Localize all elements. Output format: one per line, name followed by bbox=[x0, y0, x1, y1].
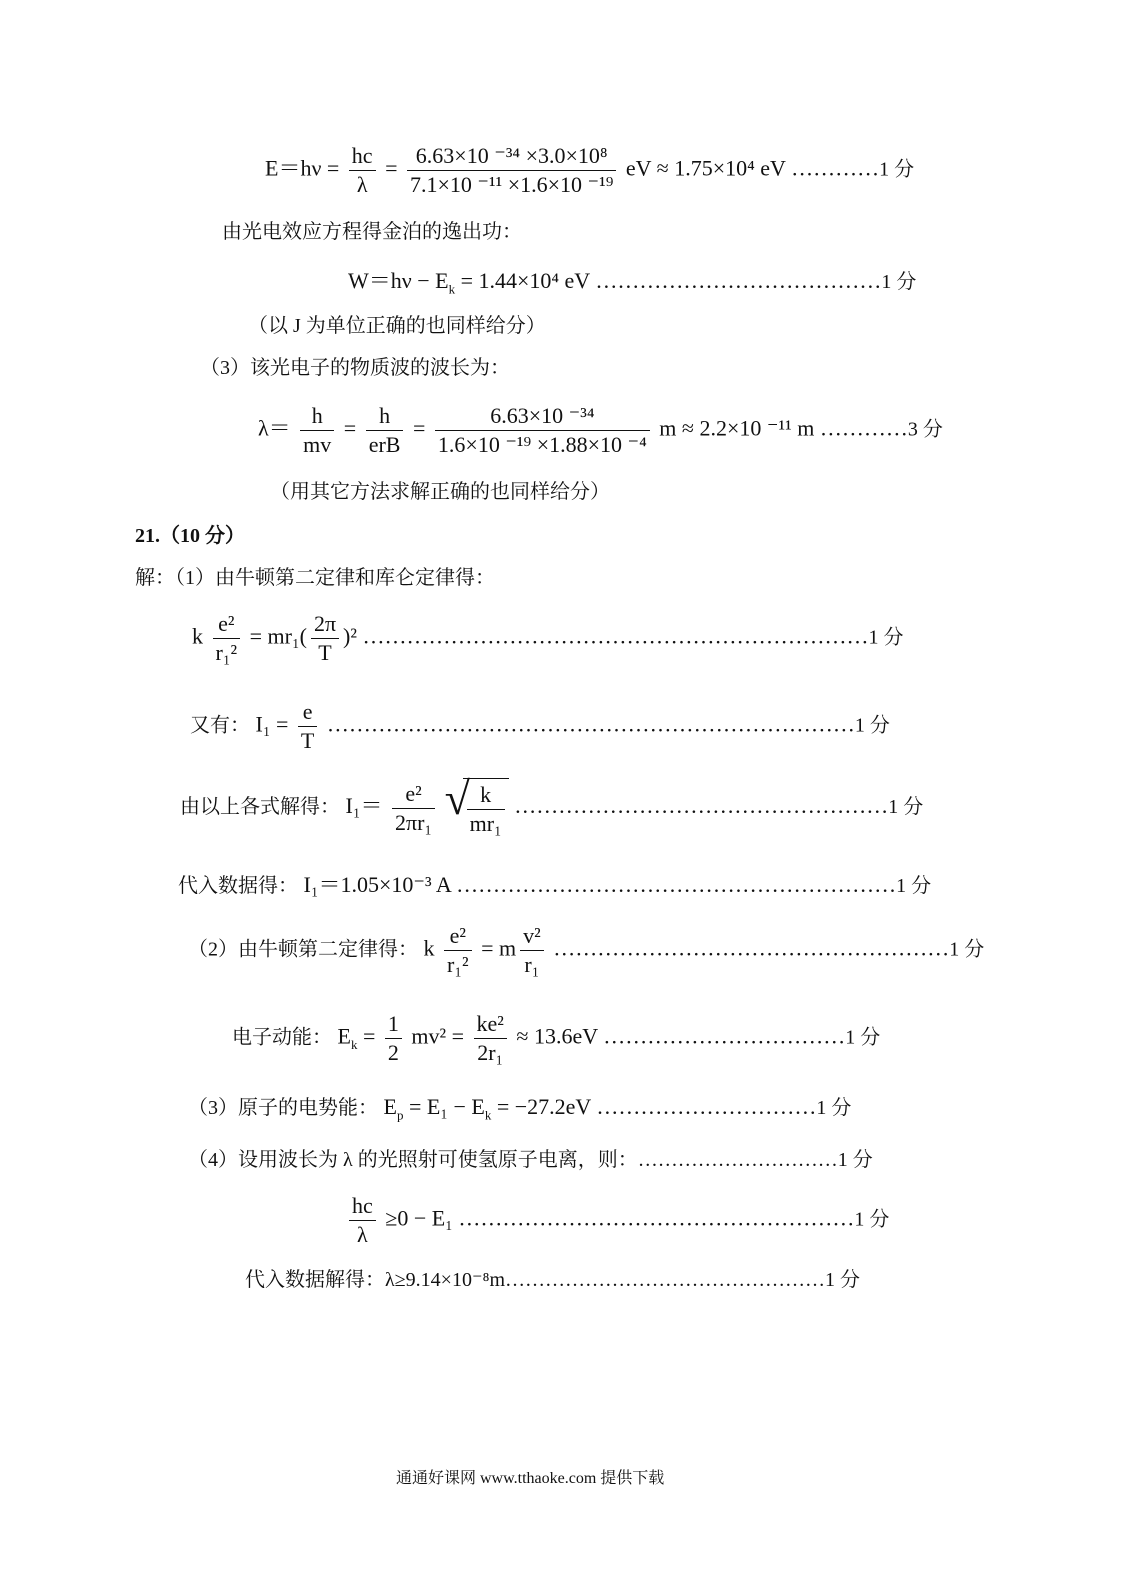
equation-newton: （2）由牛顿第二定律得： k $\frac{\text{e²}}{\text{r₁²}}$ = m $\frac{\text{v²}}{\text{r₁}}$ ………………………………………………1 分 bbox=[188, 923, 985, 977]
q21-intro: 解：（1）由牛顿第二定律和库仑定律得： bbox=[135, 567, 495, 589]
text-ionization: （4）设用波长为 λ 的光照射可使氢原子电离，则：…………………………1 分 bbox=[188, 1149, 873, 1171]
eq5-score: 1 分 bbox=[854, 714, 890, 737]
equation-current-solved: 由以上各式解得： I₁＝ $\frac{\text{e²}}{\text{2πr₁}}$ √ $\frac{k}{\text{mr₁}}$ ……………………………………………1 分 bbox=[180, 773, 924, 836]
eq1-rhs: eV ≈ 1.75×10⁴ eV bbox=[625, 155, 786, 181]
eq1-frac2: $\frac{\text{6.63×10 ⁻³⁴ ×3.0×10⁸}}{\text{7.1×10 ⁻¹¹ ×1.6×10 ⁻¹⁹}}$ bbox=[407, 142, 616, 199]
equation-current-def: 又有： I₁ = $\frac{e}{T}$ ………………………………………………………………1 分 bbox=[190, 699, 890, 753]
note-joule: （以 J 为单位正确的也同样给分） bbox=[248, 315, 546, 337]
text-work-function: 由光电效应方程得金泊的逸出功： bbox=[222, 221, 522, 243]
eq11-score: 1 分 bbox=[837, 1149, 873, 1171]
eq12-score: 1 分 bbox=[854, 1208, 890, 1231]
eq2-score: 1 分 bbox=[881, 271, 917, 293]
eq6-score: 1 分 bbox=[888, 796, 924, 819]
equation-wavelength: λ＝ $\frac{h}{mv}$ = $\frac{h}{\text{erB}}$ = $\frac{\text{6.63×10 ⁻³⁴}}{\text{1.6×10 ⁻¹⁹ ×1.88×10 ⁻⁴}}$ m ≈ 2.2×10 ⁻¹¹ m …………3 分 bbox=[258, 403, 943, 457]
text-matter-wave: （3）该光电子的物质波的波长为： bbox=[200, 357, 510, 379]
equation-coulomb: k $\frac{\text{e²}}{\text{r₁²}}$ = mr₁( $\frac{2\pi}{T}$ )² ……………………………………………………………1 分 bbox=[192, 611, 904, 665]
equation-current-value: 代入数据得： I₁＝1.05×10⁻³ A ……………………………………………………1 分 bbox=[178, 872, 932, 897]
eq9-score: 1 分 bbox=[845, 1026, 881, 1049]
eq7-score: 1 分 bbox=[896, 875, 932, 897]
eq1-lhs: E＝hν = bbox=[265, 155, 340, 181]
eq3-score: 3 分 bbox=[907, 418, 943, 441]
equation-wavelength-result: 代入数据解得：λ≥9.14×10⁻⁸m…………………………………………1 分 bbox=[245, 1269, 861, 1291]
sqrt-symbol: √ $\frac{k}{\text{mr₁}}$ bbox=[445, 778, 509, 838]
eq4-score: 1 分 bbox=[868, 626, 904, 649]
equation-work-function: $W=h\nu - E_k = 1.44\times 10^4$ eV …………………………………1 分 bbox=[348, 268, 917, 297]
eq8-score: 1 分 bbox=[949, 938, 985, 961]
equation-energy: E＝hν = $\frac{hc}{\lambda}$ = $\frac{\text{6.63×10 ⁻³⁴ ×3.0×10⁸}}{\text{7.1×10 ⁻¹¹ ×1.6×10 ⁻¹⁹}}$ eV ≈ 1.75×10⁴ eV …………1 分 bbox=[265, 143, 915, 197]
q21-heading: 21.（10 分） bbox=[135, 525, 245, 547]
eq1-frac1: $\frac{hc}{\lambda}$ bbox=[349, 142, 376, 199]
eq10-score: 1 分 bbox=[816, 1097, 852, 1119]
equation-potential-energy: （3）原子的电势能： $E_p = E_1 - E_k = -27.2eV$ …………………………1 分 bbox=[188, 1094, 852, 1123]
eq1-score: 1 分 bbox=[879, 158, 915, 181]
note-other-methods: （用其它方法求解正确的也同样给分） bbox=[270, 481, 610, 503]
equation-ionization: $\frac{hc}{\lambda}$ ≥0 − E₁ ………………………………………………1 分 bbox=[345, 1192, 889, 1249]
eq1-dots: ………… bbox=[791, 155, 880, 181]
footer-source: 通通好课网 www.tthaoke.com 提供下载 bbox=[396, 1470, 665, 1487]
equation-kinetic-energy: 电子动能： $E_k$ = $\frac{1}{2}$ mv² = $\frac{\text{ke²}}{\text{2r₁}}$ ≈ 13.6eV ……………………………1 分 bbox=[232, 1011, 881, 1065]
eq13-score: 1 分 bbox=[825, 1269, 861, 1291]
